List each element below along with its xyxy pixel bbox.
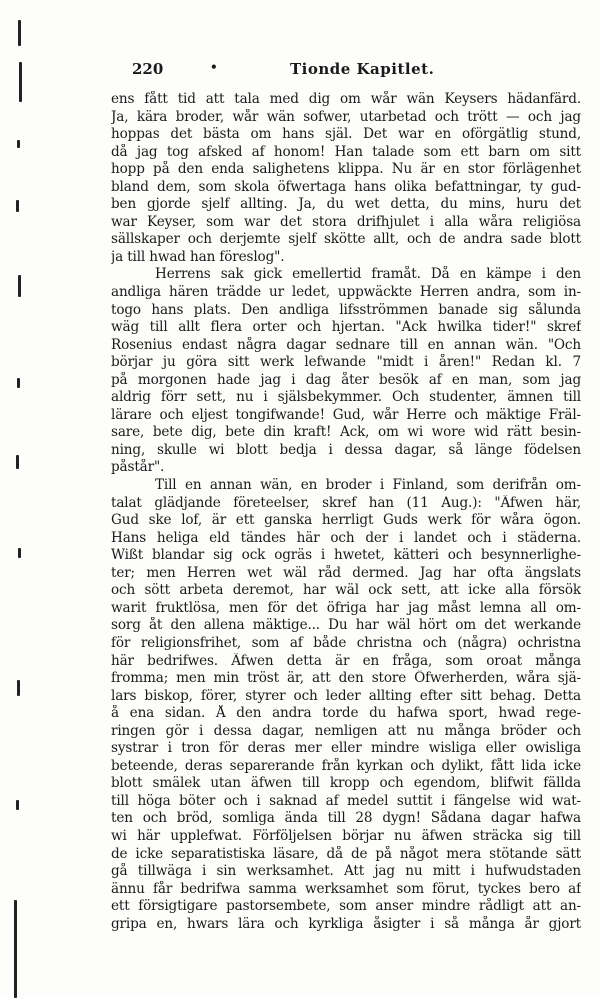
text-line: lars biskop, förer, styrer och leder allting efter sitt behag. Detta xyxy=(111,687,581,704)
paragraph-first-line: Herrens sak gick emellertid framåt. Då en kämpe i den xyxy=(155,266,581,283)
text-line: hoppas det bästa om hans själ. Det war en oförgätlig stund, xyxy=(111,126,581,143)
text-line: Ja, kära broder, wår wän sofwer, utarbetad och trött — och jag xyxy=(111,108,581,125)
binding-mark xyxy=(16,800,19,810)
text-line: systrar i tron för deras mer eller mindre wisliga eller owisliga xyxy=(111,740,581,757)
text-line: wäg till allt flera orter och hjertan. "Ack hwilka tider!" skref xyxy=(111,319,581,336)
text-line: wi här upplefwat. Förföljelsen börjar nu äfwen sträcka sig till xyxy=(111,827,581,844)
text-line: warit fruktlösa, men för det öfriga har jag måst lemna all om- xyxy=(111,599,581,616)
text-line: bland dem, som skola öfwertaga hans olika befattningar, ty gud- xyxy=(111,178,581,195)
text-line: andliga hären trädde ur ledet, uppwäckte Herren andra, som in- xyxy=(111,284,581,301)
binding-mark xyxy=(18,275,21,297)
text-line: ten och bröd, somliga ända till 28 dygn! Sådana dagar hafwa xyxy=(111,810,581,827)
binding-mark xyxy=(16,200,19,212)
binding-mark xyxy=(17,140,20,148)
text-line: å ena sidan. Å den andra torde du hafwa sport, hwad rege- xyxy=(111,705,581,722)
text-line: ning, skulle wi blott bedja i dessa dagar, så länge födelsen xyxy=(111,441,581,458)
text-line: Hans heliga eld tändes här och der i landet och i städerna. xyxy=(111,529,581,546)
text-line: fromma; men min tröst är, att den store Öfwerherden, wåra sjä- xyxy=(111,670,581,687)
text-line: Wißt blandar sig ock ogräs i hwetet, kätteri och besynnerlighe- xyxy=(111,547,581,564)
text-line: börjar ju göra sitt werk lefwande "midt i åren!" Redan kl. 7 xyxy=(111,354,581,371)
page-header xyxy=(110,58,580,84)
text-line: då jag tog afsked af honom! Han talade som ett barn om sitt xyxy=(111,143,581,160)
text-line: ens fått tid att tala med dig om wår wän Keysers hädanfärd. xyxy=(111,91,581,107)
running-title: Tionde Kapitlet. xyxy=(290,60,435,78)
binding-mark xyxy=(14,900,17,998)
binding-mark xyxy=(17,680,20,696)
binding-mark xyxy=(18,20,21,46)
text-line: togo hans plats. Den andliga lifsströmmen banade sig sålunda xyxy=(111,301,581,318)
text-line: till höga böter och i saknad af medel suttit i fängelse wid wat- xyxy=(111,792,581,809)
text-line: blott smälek utan äfwen till kropp och egendom, blifwit fällda xyxy=(111,775,581,792)
text-line: ja till hwad han föreslog". xyxy=(111,248,285,265)
text-line: ringen gör i dessa dagar, nemligen att nu många bröder och xyxy=(111,722,581,739)
text-line: talat glädjande företeelser, skref han (11 Aug.): "Äfwen här, xyxy=(111,494,581,511)
text-line: här bedrifwes. Äfwen detta är en fråga, som oroat många xyxy=(111,652,581,669)
text-line: för religionsfrihet, som af både christna och (några) ochristna xyxy=(111,634,581,651)
text-line: sällskaper och derjemte sjelf skötte allt, och de andra sade blott xyxy=(111,231,581,248)
text-line: ter; men Herren wet wäl råd dermed. Jag har ofta ängslats xyxy=(111,564,581,581)
text-line: lärare och eljest tongifwande! Gud, wår Herre och mäktige Fräl- xyxy=(111,406,581,423)
text-line: sare, bete dig, bete din kraft! Ack, om wi wore wid rätt besin- xyxy=(111,424,581,441)
text-line: Gud ske lof, är ett ganska herrligt Guds werk för wåra ögon. xyxy=(111,512,581,529)
text-line: de icke separatistiska läsare, då de på något mera stötande sätt xyxy=(111,845,581,862)
text-line: ett försigtigare pastorsembete, som anser mindre rådligt att an- xyxy=(111,898,581,915)
text-line: och sött arbeta deremot, har wäl ock sett, att icke alla försök xyxy=(111,582,581,599)
text-line: gripa en, hwars lära och kyrkliga åsigter i så många år gjort xyxy=(111,915,581,932)
binding-mark xyxy=(18,548,21,558)
text-line: aldrig förr sett, nu i själsbekymmer. Och studenter, ämnen till xyxy=(111,389,581,406)
text-line: Rosenius endast några dagar sednare till en annan wän. "Och xyxy=(111,336,581,353)
text-line: sorg åt den allena mäktige... Du har wäl hört om det werkande xyxy=(111,617,581,634)
binding-mark xyxy=(19,62,22,102)
text-line: ben gjorde sjelf allting. Ja, du wet detta, du mins, huru det xyxy=(111,196,581,213)
text-line: ännu får bedrifwa samma werksamhet som förut, tyckes bero af xyxy=(111,880,581,897)
paragraph-first-line: Till en annan wän, en broder i Finland, som derifrån om- xyxy=(155,477,581,494)
body-text xyxy=(111,91,581,933)
binding-mark xyxy=(17,378,20,388)
binding-mark xyxy=(16,455,19,469)
text-line: påstår". xyxy=(111,459,165,476)
page-number: 220 xyxy=(132,60,164,78)
text-line: gå tillwäga i sin werksamhet. Att jag nu mitt i hufwudstaden xyxy=(111,863,581,880)
text-line: war Keyser, som war det stora drifhjulet i alla wåra religiösa xyxy=(111,213,581,230)
header-dot: • xyxy=(210,60,218,74)
text-line: beteende, deras separerande från kyrkan och dylikt, fått lida icke xyxy=(111,757,581,774)
text-line: hopp på den enda salighetens klippa. Nu är en stor förlägenhet xyxy=(111,161,581,178)
page-binding-edge xyxy=(0,0,26,998)
text-line: på morgonen hade jag i dag åter besök af en man, som jag xyxy=(111,371,581,388)
